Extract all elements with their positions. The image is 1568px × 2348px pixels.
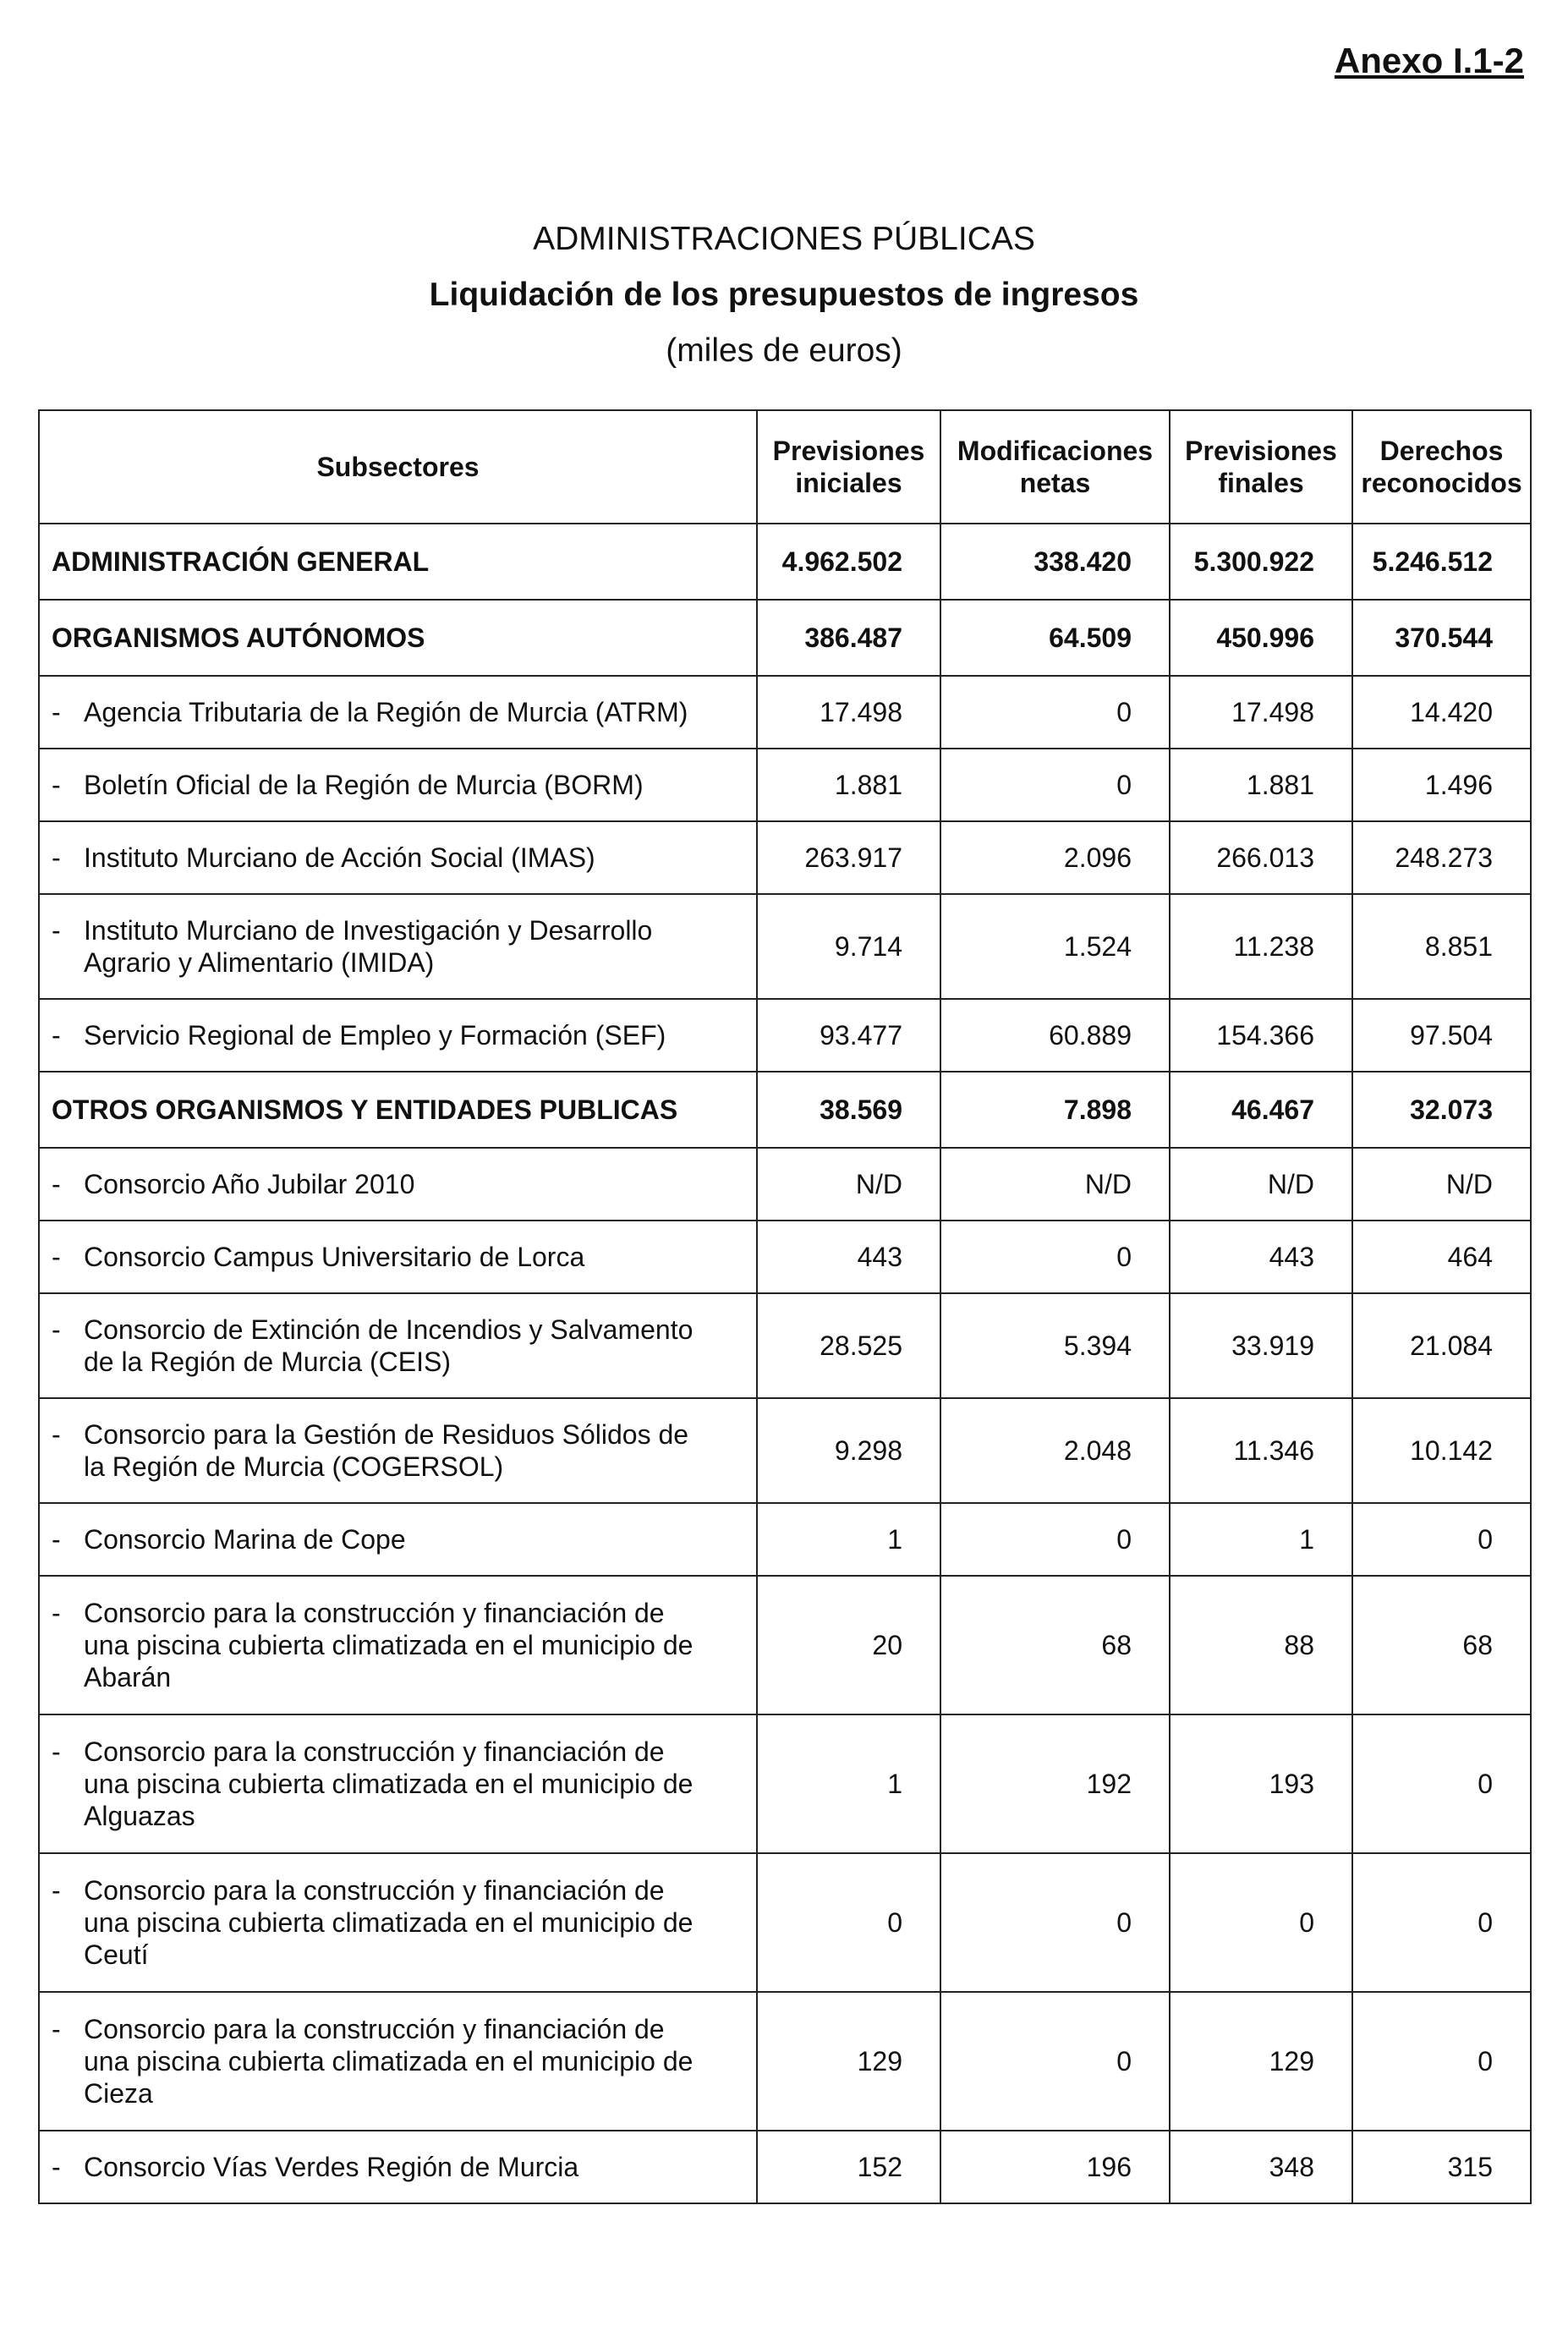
row-label-text [84, 1597, 744, 1693]
row-label-text [84, 2013, 744, 2109]
row-label-text [84, 1314, 744, 1378]
cell-previsiones-iniciales: 152 [757, 2131, 940, 2203]
row-label [52, 1736, 744, 1832]
row-dash: - [52, 1736, 61, 1767]
cell-previsiones-finales: 0 [1170, 1853, 1352, 1992]
table-row [39, 999, 1531, 1072]
header-line: Derechos [1379, 436, 1504, 466]
row-label [52, 2151, 744, 2183]
row-label [52, 2013, 744, 2109]
row-dash: - [52, 697, 61, 727]
table-row [39, 894, 1531, 999]
cell-previsiones-finales: 348 [1170, 2131, 1352, 2203]
row-label-cell [39, 1503, 757, 1576]
header-previsiones-iniciales [757, 410, 940, 524]
cell-previsiones-iniciales: 386.487 [757, 600, 940, 676]
table-row [39, 749, 1531, 821]
cell-previsiones-iniciales: 20 [757, 1576, 940, 1714]
table-row [39, 1992, 1531, 2131]
table-row [39, 1853, 1531, 1992]
row-label-text [84, 1418, 744, 1483]
cell-modificaciones-netas: 2.096 [940, 821, 1170, 894]
cell-previsiones-iniciales: 93.477 [757, 999, 940, 1072]
cell-previsiones-iniciales: 1 [757, 1714, 940, 1853]
row-label [52, 1597, 744, 1693]
cell-previsiones-finales: 266.013 [1170, 821, 1352, 894]
cell-previsiones-finales: 46.467 [1170, 1072, 1352, 1148]
page-subtitle: Liquidación de los presupuestos de ingresos [429, 277, 1139, 313]
cell-derechos-reconocidos: 10.142 [1352, 1398, 1531, 1503]
row-label-line: Consorcio de Extinción de Incendios y Salvamento [84, 1314, 694, 1345]
row-dash: - [52, 1169, 61, 1199]
row-label-cell [39, 1992, 757, 2131]
cell-modificaciones-netas: 60.889 [940, 999, 1170, 1072]
row-label-line: Instituto Murciano de Investigación y Desarrollo [84, 915, 653, 946]
table-row [39, 1293, 1531, 1398]
group-label: ADMINISTRACIÓN GENERAL [39, 524, 757, 600]
cell-derechos-reconocidos: N/D [1352, 1148, 1531, 1221]
cell-previsiones-finales: 129 [1170, 1992, 1352, 2131]
cell-modificaciones-netas: 0 [940, 1992, 1170, 2131]
cell-previsiones-finales: 5.300.922 [1170, 524, 1352, 600]
cell-previsiones-iniciales: N/D [757, 1148, 940, 1221]
cell-modificaciones-netas: 0 [940, 1853, 1170, 1992]
row-dash: - [52, 1875, 61, 1906]
cell-previsiones-finales: 1.881 [1170, 749, 1352, 821]
row-dash: - [52, 2152, 61, 2182]
row-dash: - [52, 770, 61, 800]
annex-label: Anexo I.1-2 [1334, 41, 1524, 80]
row-label-text [84, 1168, 744, 1200]
row-label-cell [39, 749, 757, 821]
table-row [39, 1576, 1531, 1714]
row-label-line: de la Región de Murcia (CEIS) [84, 1347, 451, 1377]
cell-derechos-reconocidos: 464 [1352, 1221, 1531, 1293]
row-label [52, 1241, 744, 1273]
row-label-line: Consorcio para la construcción y financiación de [84, 1875, 665, 1906]
cell-derechos-reconocidos: 21.084 [1352, 1293, 1531, 1398]
cell-derechos-reconocidos: 370.544 [1352, 600, 1531, 676]
header-modificaciones-netas [940, 410, 1170, 524]
row-label-cell [39, 1293, 757, 1398]
cell-modificaciones-netas: 0 [940, 749, 1170, 821]
row-label-line: Consorcio Vías Verdes Región de Murcia [84, 2152, 579, 2182]
cell-modificaciones-netas: 338.420 [940, 524, 1170, 600]
row-label [52, 1523, 744, 1555]
header-line: finales [1218, 468, 1304, 498]
row-label-line: Servicio Regional de Empleo y Formación (SEF) [84, 1020, 666, 1051]
cell-derechos-reconocidos: 14.420 [1352, 676, 1531, 749]
row-label-cell [39, 1398, 757, 1503]
cell-previsiones-finales: 193 [1170, 1714, 1352, 1853]
cell-modificaciones-netas: 1.524 [940, 894, 1170, 999]
cell-derechos-reconocidos: 0 [1352, 1503, 1531, 1576]
row-label-line: Consorcio Año Jubilar 2010 [84, 1169, 415, 1199]
row-label-text [84, 769, 744, 801]
unit-label: (miles de euros) [666, 332, 902, 369]
group-row [39, 600, 1531, 676]
cell-previsiones-iniciales: 1 [757, 1503, 940, 1576]
row-dash: - [52, 2014, 61, 2044]
row-label-line: Consorcio para la construcción y financiación de [84, 2014, 665, 2044]
cell-derechos-reconocidos: 5.246.512 [1352, 524, 1531, 600]
row-label-line: Ceutí [84, 1939, 149, 1970]
cell-derechos-reconocidos: 315 [1352, 2131, 1531, 2203]
cell-modificaciones-netas: 2.048 [940, 1398, 1170, 1503]
row-dash: - [52, 1524, 61, 1555]
header-derechos-reconocidos [1352, 410, 1531, 524]
cell-modificaciones-netas: 64.509 [940, 600, 1170, 676]
header-line: Previsiones [1185, 436, 1337, 466]
title-block [0, 211, 1568, 379]
row-label-line: Consorcio Campus Universitario de Lorca [84, 1242, 585, 1272]
cell-previsiones-iniciales: 4.962.502 [757, 524, 940, 600]
row-label-cell [39, 999, 757, 1072]
cell-modificaciones-netas: 0 [940, 1221, 1170, 1293]
cell-derechos-reconocidos: 0 [1352, 1714, 1531, 1853]
group-label: OTROS ORGANISMOS Y ENTIDADES PUBLICAS [39, 1072, 757, 1148]
cell-previsiones-finales: 33.919 [1170, 1293, 1352, 1398]
row-label-line: la Región de Murcia (COGERSOL) [84, 1451, 504, 1482]
cell-previsiones-finales: 11.346 [1170, 1398, 1352, 1503]
header-line: reconocidos [1361, 468, 1522, 498]
row-label-line: Agencia Tributaria de la Región de Murcia (ATRM) [84, 697, 688, 727]
cell-previsiones-finales: 17.498 [1170, 676, 1352, 749]
cell-derechos-reconocidos: 68 [1352, 1576, 1531, 1714]
header-line: netas [1019, 468, 1091, 498]
row-label-text [84, 2151, 744, 2183]
cell-derechos-reconocidos: 1.496 [1352, 749, 1531, 821]
page-title: ADMINISTRACIONES PÚBLICAS [533, 221, 1035, 257]
table-row [39, 1398, 1531, 1503]
row-label-text [84, 1019, 744, 1051]
cell-derechos-reconocidos: 32.073 [1352, 1072, 1531, 1148]
row-label [52, 696, 744, 728]
cell-previsiones-finales: N/D [1170, 1148, 1352, 1221]
budget-table [38, 409, 1532, 2204]
row-label-cell [39, 894, 757, 999]
header-line: Previsiones [772, 436, 925, 466]
row-label-line: Consorcio para la Gestión de Residuos Sólidos de [84, 1419, 689, 1450]
row-dash: - [52, 842, 61, 873]
row-label-text [84, 1523, 744, 1555]
cell-derechos-reconocidos: 0 [1352, 1853, 1531, 1992]
header-line: iniciales [795, 468, 902, 498]
row-dash: - [52, 1314, 61, 1345]
cell-previsiones-finales: 443 [1170, 1221, 1352, 1293]
table-row [39, 1503, 1531, 1576]
row-label-text [84, 1736, 744, 1832]
header-subsectores: Subsectores [39, 410, 757, 524]
cell-previsiones-iniciales: 28.525 [757, 1293, 940, 1398]
row-dash: - [52, 1242, 61, 1272]
row-label-line: una piscina cubierta climatizada en el municipio de [84, 1630, 694, 1660]
row-label [52, 769, 744, 801]
cell-derechos-reconocidos: 97.504 [1352, 999, 1531, 1072]
row-label-text [84, 914, 744, 979]
row-label-line: Consorcio para la construcción y financiación de [84, 1598, 665, 1628]
row-label-line: una piscina cubierta climatizada en el municipio de [84, 1907, 694, 1938]
row-label-text [84, 1241, 744, 1273]
row-label-line: una piscina cubierta climatizada en el municipio de [84, 1769, 694, 1799]
cell-previsiones-iniciales: 0 [757, 1853, 940, 1992]
row-label-line: Abarán [84, 1662, 172, 1692]
cell-previsiones-iniciales: 129 [757, 1992, 940, 2131]
row-label-text [84, 696, 744, 728]
table-row [39, 1714, 1531, 1853]
row-label-line: Consorcio Marina de Cope [84, 1524, 406, 1555]
cell-previsiones-iniciales: 38.569 [757, 1072, 940, 1148]
cell-previsiones-finales: 88 [1170, 1576, 1352, 1714]
row-label [52, 1168, 744, 1200]
cell-previsiones-iniciales: 9.714 [757, 894, 940, 999]
header-previsiones-finales [1170, 410, 1352, 524]
row-label [52, 842, 744, 874]
table-row [39, 1148, 1531, 1221]
row-label-line: Cieza [84, 2078, 153, 2109]
cell-derechos-reconocidos: 0 [1352, 1992, 1531, 2131]
row-label-cell [39, 821, 757, 894]
cell-modificaciones-netas: 5.394 [940, 1293, 1170, 1398]
row-label-cell [39, 1576, 757, 1714]
table-row [39, 821, 1531, 894]
row-label [52, 914, 744, 979]
table-row [39, 2131, 1531, 2203]
cell-modificaciones-netas: 0 [940, 676, 1170, 749]
row-label [52, 1874, 744, 1971]
cell-modificaciones-netas: N/D [940, 1148, 1170, 1221]
cell-modificaciones-netas: 68 [940, 1576, 1170, 1714]
header-line: Modificaciones [957, 436, 1154, 466]
cell-previsiones-iniciales: 1.881 [757, 749, 940, 821]
row-dash: - [52, 1598, 61, 1628]
row-dash: - [52, 1419, 61, 1450]
cell-modificaciones-netas: 7.898 [940, 1072, 1170, 1148]
table-row [39, 1221, 1531, 1293]
cell-previsiones-iniciales: 263.917 [757, 821, 940, 894]
cell-previsiones-finales: 154.366 [1170, 999, 1352, 1072]
cell-previsiones-finales: 1 [1170, 1503, 1352, 1576]
row-label-text [84, 1874, 744, 1971]
cell-previsiones-iniciales: 17.498 [757, 676, 940, 749]
row-dash: - [52, 1020, 61, 1051]
row-label-text [84, 842, 744, 874]
row-dash: - [52, 915, 61, 946]
cell-derechos-reconocidos: 8.851 [1352, 894, 1531, 999]
table-body [39, 524, 1531, 2203]
group-row [39, 1072, 1531, 1148]
row-label-line: Instituto Murciano de Acción Social (IMAS) [84, 842, 595, 873]
table-header-row [39, 410, 1531, 524]
cell-previsiones-finales: 11.238 [1170, 894, 1352, 999]
row-label-cell [39, 676, 757, 749]
row-label-cell [39, 1714, 757, 1853]
cell-modificaciones-netas: 192 [940, 1714, 1170, 1853]
row-label [52, 1019, 744, 1051]
row-label-line: Agrario y Alimentario (IMIDA) [84, 947, 435, 978]
table-row [39, 676, 1531, 749]
row-label [52, 1418, 744, 1483]
row-label-cell [39, 1148, 757, 1221]
cell-modificaciones-netas: 0 [940, 1503, 1170, 1576]
row-label-cell [39, 1853, 757, 1992]
row-label-line: Alguazas [84, 1801, 195, 1831]
cell-previsiones-iniciales: 443 [757, 1221, 940, 1293]
cell-previsiones-iniciales: 9.298 [757, 1398, 940, 1503]
row-label-line: Boletín Oficial de la Región de Murcia (BORM) [84, 770, 644, 800]
row-label-line: Consorcio para la construcción y financiación de [84, 1736, 665, 1767]
group-label: ORGANISMOS AUTÓNOMOS [39, 600, 757, 676]
row-label [52, 1314, 744, 1378]
cell-modificaciones-netas: 196 [940, 2131, 1170, 2203]
cell-previsiones-finales: 450.996 [1170, 600, 1352, 676]
row-label-cell [39, 2131, 757, 2203]
row-label-cell [39, 1221, 757, 1293]
cell-derechos-reconocidos: 248.273 [1352, 821, 1531, 894]
group-row [39, 524, 1531, 600]
row-label-line: una piscina cubierta climatizada en el municipio de [84, 2046, 694, 2076]
